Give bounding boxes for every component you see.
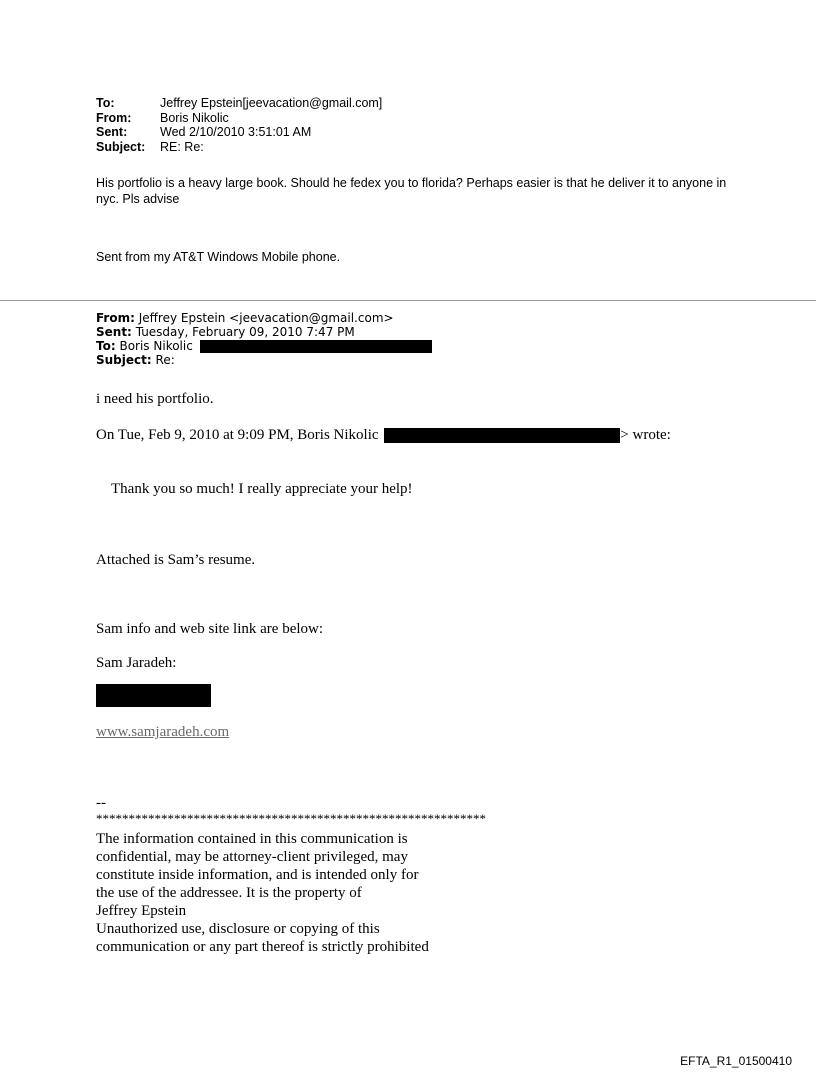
name-line: Sam Jaradeh:	[96, 655, 177, 671]
attribution-prefix: On Tue, Feb 9, 2010 at 9:09 PM, Boris Nikolic	[96, 427, 379, 443]
quoted-to-label: To:	[96, 339, 116, 353]
quoted-from-label: From:	[96, 311, 135, 325]
bates-number: EFTA_R1_01500410	[680, 1054, 792, 1068]
quoted-from-value: Jeffrey Epstein <jeevacation@gmail.com>	[138, 311, 394, 325]
quoted-sent-value: Tuesday, February 09, 2010 7:47 PM	[135, 325, 355, 339]
signature-dash: --	[96, 795, 106, 811]
quoted-subject-label: Subject:	[96, 353, 152, 367]
reply-email-header	[96, 96, 382, 154]
disclaimer-line: constitute inside information, and is intended only for	[96, 867, 419, 883]
redaction-box	[200, 340, 432, 353]
quoted-sent-label: Sent:	[96, 325, 132, 339]
sent-value: Wed 2/10/2010 3:51:01 AM	[160, 125, 312, 139]
quoted-subject-value: Re:	[155, 353, 175, 367]
disclaimer-line: Unauthorized use, disclosure or copying of this	[96, 921, 380, 937]
reply-signature: Sent from my AT&T Windows Mobile phone.	[96, 250, 341, 264]
from-label: From:	[96, 110, 132, 125]
disclaimer-line: Jeffrey Epstein	[96, 903, 187, 919]
reply-to-row	[96, 96, 382, 111]
redaction-box	[96, 684, 211, 707]
subject-value: RE: Re:	[160, 139, 204, 154]
attribution-suffix: > wrote:	[620, 427, 671, 443]
subject-label: Subject:	[96, 139, 146, 154]
info-line: Sam info and web site link are below:	[96, 621, 324, 637]
quoted-email-header	[96, 311, 432, 367]
reply-subject-row	[96, 140, 382, 155]
quoted-sent-row	[96, 325, 432, 339]
to-value: Jeffrey Epstein[jeevacation@gmail.com]	[160, 96, 383, 110]
disclaimer-line: confidential, may be attorney-client privileged, may	[96, 849, 408, 865]
redaction-box	[384, 428, 620, 443]
attribution-line	[96, 427, 671, 444]
quoted-line-portfolio: i need his portfolio.	[96, 391, 214, 407]
thanks-line: Thank you so much! I really appreciate your help!	[111, 481, 413, 497]
disclaimer-line: The information contained in this communication is	[96, 831, 408, 847]
disclaimer-line: communication or any part thereof is strictly prohibited	[96, 939, 429, 955]
quoted-to-row	[96, 339, 432, 353]
disclaimer-line: the use of the addressee. It is the property of	[96, 885, 362, 901]
quoted-subject-row	[96, 353, 432, 367]
asterisk-separator: ************************************************************	[96, 811, 486, 826]
website-link[interactable]: www.samjaradeh.com	[96, 724, 230, 740]
attached-line: Attached is Sam’s resume.	[96, 552, 256, 568]
reply-sent-row	[96, 125, 382, 140]
reply-from-row	[96, 111, 382, 126]
quoted-to-value: Boris Nikolic	[119, 339, 193, 353]
sent-label: Sent:	[96, 125, 128, 139]
to-label: To:	[96, 96, 115, 110]
from-value: Boris Nikolic	[160, 110, 229, 125]
quoted-from-row	[96, 311, 432, 325]
divider	[0, 300, 816, 301]
reply-body: His portfolio is a heavy large book. Should he fedex you to florida? Perhaps easier is that he deliver it to anyone in nyc. Pls advise	[96, 176, 727, 206]
confidentiality-disclaimer	[96, 830, 429, 956]
